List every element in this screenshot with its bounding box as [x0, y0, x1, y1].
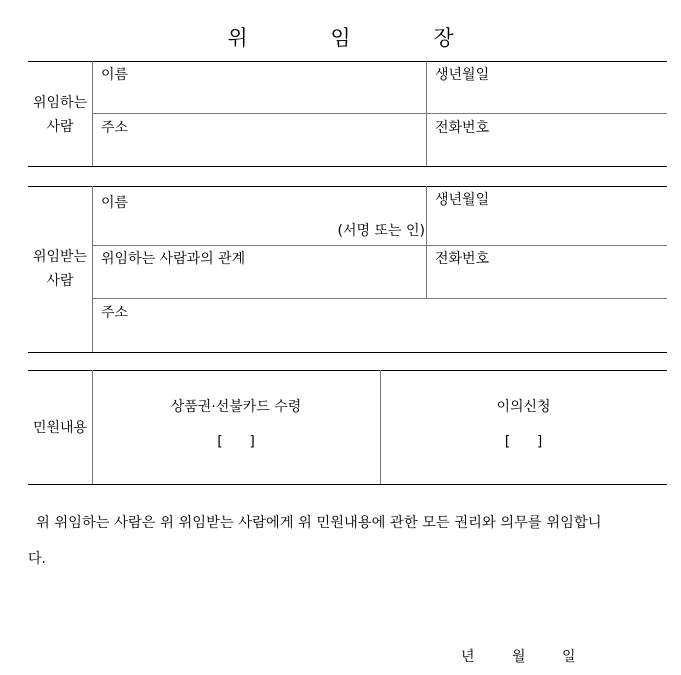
delegate-name-field[interactable]: 이름 — [101, 195, 129, 211]
statement-line2: 다. — [28, 551, 46, 567]
divider — [92, 245, 667, 246]
delegator-name-field[interactable]: 이름 — [101, 67, 129, 83]
delegate-phone-field[interactable]: 전화번호 — [435, 251, 490, 267]
divider — [92, 186, 93, 352]
checkbox-bracket[interactable]: [ ] — [217, 434, 255, 450]
divider — [28, 61, 667, 62]
divider — [28, 166, 667, 167]
divider — [92, 113, 667, 114]
label-line: 사람 — [46, 273, 74, 289]
delegator-label — [28, 91, 92, 139]
petition-label: 민원내용 — [32, 420, 88, 436]
label-line: 사람 — [46, 119, 74, 135]
divider — [426, 61, 427, 166]
petition-option-objection[interactable] — [380, 396, 667, 450]
delegate-label — [28, 245, 92, 293]
checkbox-bracket[interactable]: [ ] — [504, 434, 543, 450]
divider — [28, 484, 667, 485]
delegate-relation-field[interactable]: 위임하는 사람과의 관계 — [101, 251, 246, 267]
petition-option-gift-card[interactable] — [92, 396, 380, 450]
date-month[interactable]: 월 — [512, 649, 526, 665]
document-title: 위 임 장 — [227, 26, 492, 50]
divider — [92, 61, 93, 166]
delegator-phone-field[interactable]: 전화번호 — [435, 120, 490, 136]
delegator-address-field[interactable]: 주소 — [101, 120, 129, 136]
statement-line1: 위 위임하는 사람은 위 위임받는 사람에게 위 민원내용에 관한 모든 권리와 의무를 위임합니 — [36, 515, 602, 531]
divider — [426, 186, 427, 298]
option-label: 이의신청 — [496, 399, 551, 415]
label-line: 위임하는 — [32, 95, 88, 111]
divider — [28, 186, 667, 187]
delegator-birth-field[interactable]: 생년월일 — [435, 67, 490, 83]
signature-hint: (서명 또는 인) — [337, 223, 425, 239]
delegate-birth-field[interactable]: 생년월일 — [435, 192, 490, 208]
date-day[interactable]: 일 — [562, 649, 576, 665]
date-year[interactable]: 년 — [461, 649, 475, 665]
divider — [28, 370, 667, 371]
label-line: 위임받는 — [32, 249, 88, 265]
delegate-address-field[interactable]: 주소 — [101, 305, 129, 321]
divider — [28, 352, 667, 353]
divider — [92, 298, 667, 299]
option-label: 상품권·선불카드 수령 — [170, 399, 302, 415]
